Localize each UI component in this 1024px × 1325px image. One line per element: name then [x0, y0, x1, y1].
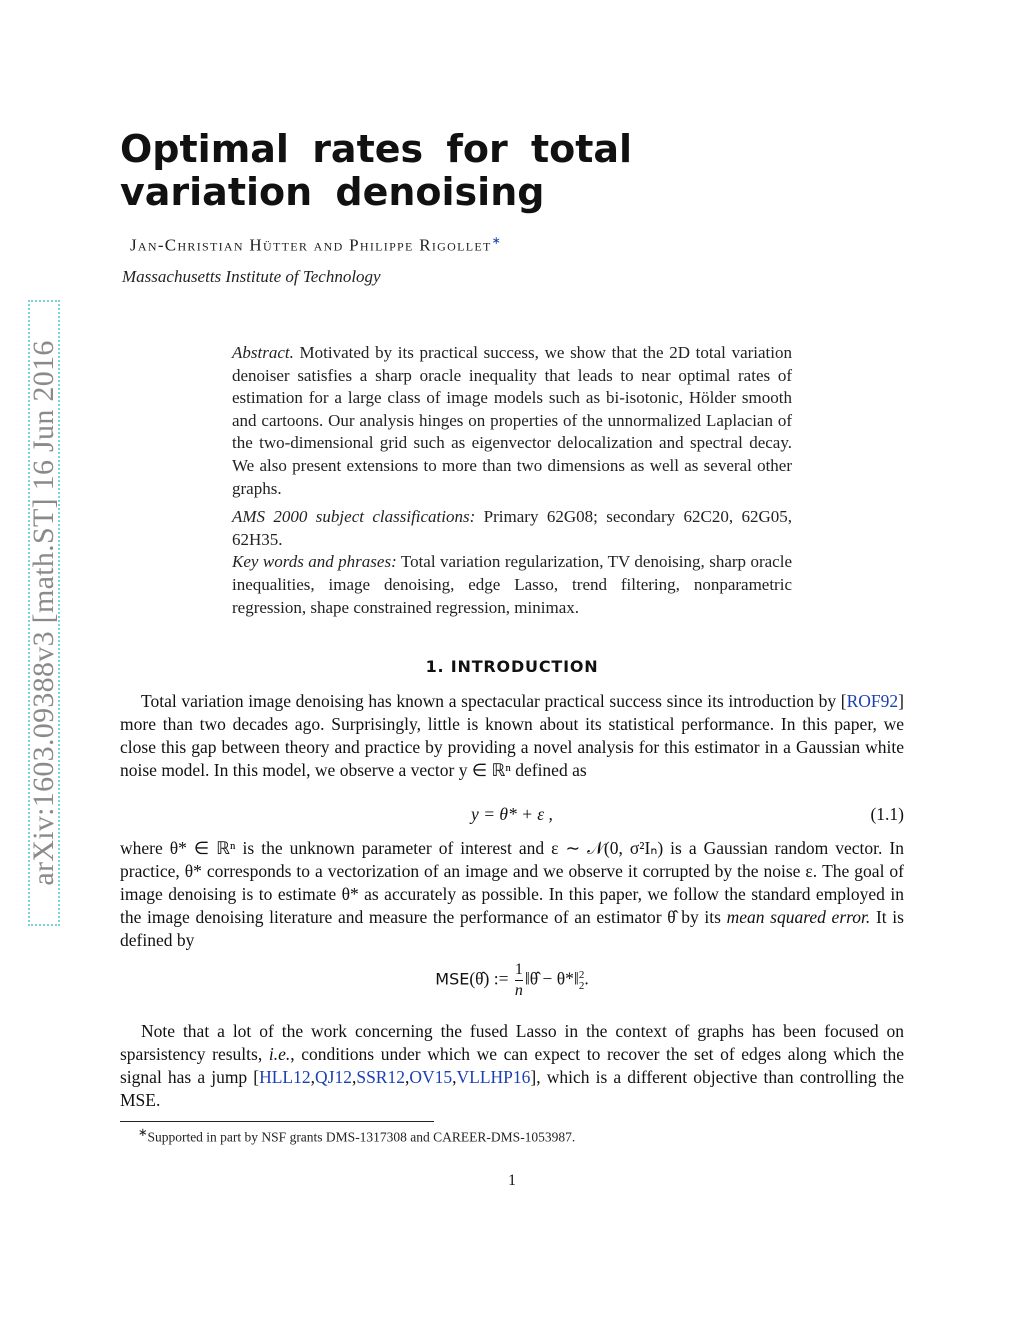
mse-lhs: MSE — [435, 969, 470, 989]
fraction-numerator: 1 — [514, 961, 523, 978]
citation-link[interactable]: QJ12 — [315, 1067, 352, 1087]
intro-paragraph-3 — [120, 1020, 904, 1112]
paragraph-text: where θ* ∈ ℝⁿ is the unknown parameter of interest and ε ∼ 𝒩(0, σ²Iₙ) is a Gaussian random vector. In practice, θ* corresponds to a vectorization of an image and we observe it corrupted by the noise ε. The goal of image denoising is to estimate θ* as accurately as possible. In this paper, we follow the standard employed in the image denoising literature and measure the performance of an estimator θ̂ by its — [120, 838, 904, 927]
ams-classifications — [232, 506, 792, 551]
emphasis: i.e. — [268, 1044, 291, 1064]
paragraph-text: Total variation image denoising has known a spectacular practical success since its introduction by [ — [141, 691, 847, 711]
paragraph — [120, 690, 904, 782]
mse-end: . — [584, 968, 589, 989]
author-names: Jan-Christian Hütter and Philippe Rigollet — [130, 235, 492, 255]
norm-subscript: 2 — [578, 979, 585, 992]
citation-link[interactable]: ROF92 — [846, 691, 899, 711]
abstract-text: Motivated by its practical success, we show that the 2D total variation denoiser satisfies a sharp oracle inequality that leads to near optimal rates of estimation for a large class of image models such as bi-isotonic, Hölder smooth and cartoons. Our analysis hinges on properties of the unnormalized Laplacian of the two-dimensional grid such as eigenvector delocalization and spectral decay. We also present extensions to more than two dimensions as well as several other graphs. — [232, 343, 792, 498]
equation-expression: y = θ* + ε , — [471, 804, 553, 824]
affiliation: Massachusetts Institute of Technology — [122, 267, 381, 286]
citation-link[interactable]: HLL12 — [259, 1067, 311, 1087]
norm-superscript: 2 — [578, 968, 585, 981]
ams-label: AMS 2000 subject classifications: — [232, 507, 476, 527]
footnote-mark: ∗ — [138, 1127, 148, 1139]
authors — [130, 234, 502, 256]
footnote-text: Supported in part by NSF grants DMS-1317308 and CAREER-DMS-1053987. — [147, 1129, 576, 1145]
keywords — [232, 551, 792, 619]
page-number: 1 — [508, 1172, 516, 1189]
section-number: 1. — [425, 657, 445, 676]
emphasis: mean squared error. — [726, 907, 871, 927]
paragraph-text: ], which is a different objective than controlling the MSE. — [120, 1067, 904, 1110]
fraction-denominator: n — [514, 982, 523, 999]
paragraph: Note that a lot of the work concerning the fused Lasso in the context of graphs has been focused on sparsistency results, i.e., conditions under which we can expect to recover the set of edges along which the signal has a jump [HLL12,QJ12,SSR12,OV15,VLLHP16], which is a different objective than controlling the MSE. — [120, 1021, 904, 1110]
keywords-label: Key words and phrases: — [232, 552, 397, 572]
abstract — [232, 342, 792, 619]
footnote-rule — [120, 1121, 434, 1122]
ams-text: Primary 62G08; secondary 62C20, 62G05, 62H35. — [232, 507, 792, 549]
paragraph-text: , conditions under which we can expect to recover the set of edges along which the signal has a jump [ — [120, 1044, 904, 1087]
arxiv-id[interactable]: arXiv:1603.09388v3 [math.ST] 16 Jun 2016 — [27, 340, 60, 886]
keywords-text: Total variation regularization, TV denoising, sharp oracle inequalities, image denoising, edge Lasso, trend filtering, nonparametric regression, shape constrained regression, minimax. — [232, 552, 792, 617]
abstract-label: Abstract. — [232, 343, 294, 362]
paragraph — [120, 837, 904, 952]
paragraph-text: Note that a lot of the work concerning the fused Lasso in the context of graphs has been focused on sparsistency results, — [120, 1021, 904, 1064]
paragraph-text: It is defined by — [120, 907, 904, 950]
intro-paragraph-2 — [120, 837, 904, 952]
equation-1-1 — [120, 804, 904, 828]
footnote — [138, 1126, 575, 1146]
equation-number: (1.1) — [870, 804, 904, 824]
mse-arg: (θ̂) := — [469, 968, 509, 989]
section-heading — [0, 657, 1024, 676]
author-footnote-mark[interactable]: ∗ — [491, 235, 503, 247]
arxiv-stamp-border — [28, 300, 60, 926]
mse-fraction — [515, 960, 523, 1001]
mse-equation — [0, 960, 1024, 1001]
citation-link[interactable]: VLLHP16 — [456, 1067, 531, 1087]
mse-rhs: ‖θ̂ − θ*‖ — [524, 968, 579, 989]
paper-title: Optimal rates for total variation denoising — [120, 127, 633, 214]
citation-link[interactable]: OV15 — [409, 1067, 453, 1087]
paragraph-text: ] more than two decades ago. Surprisingly, little is known about its statistical performance. In this paper, we close this gap between theory and practice by providing a novel analysis for this estimator in a Gaussian white noise model. In this model, we observe a vector y ∈ ℝⁿ defined as — [120, 691, 904, 780]
abstract-paragraph — [232, 342, 792, 500]
section-title: INTRODUCTION — [450, 657, 599, 676]
intro-paragraph-1 — [120, 690, 904, 782]
citation-link[interactable]: SSR12 — [356, 1067, 405, 1087]
